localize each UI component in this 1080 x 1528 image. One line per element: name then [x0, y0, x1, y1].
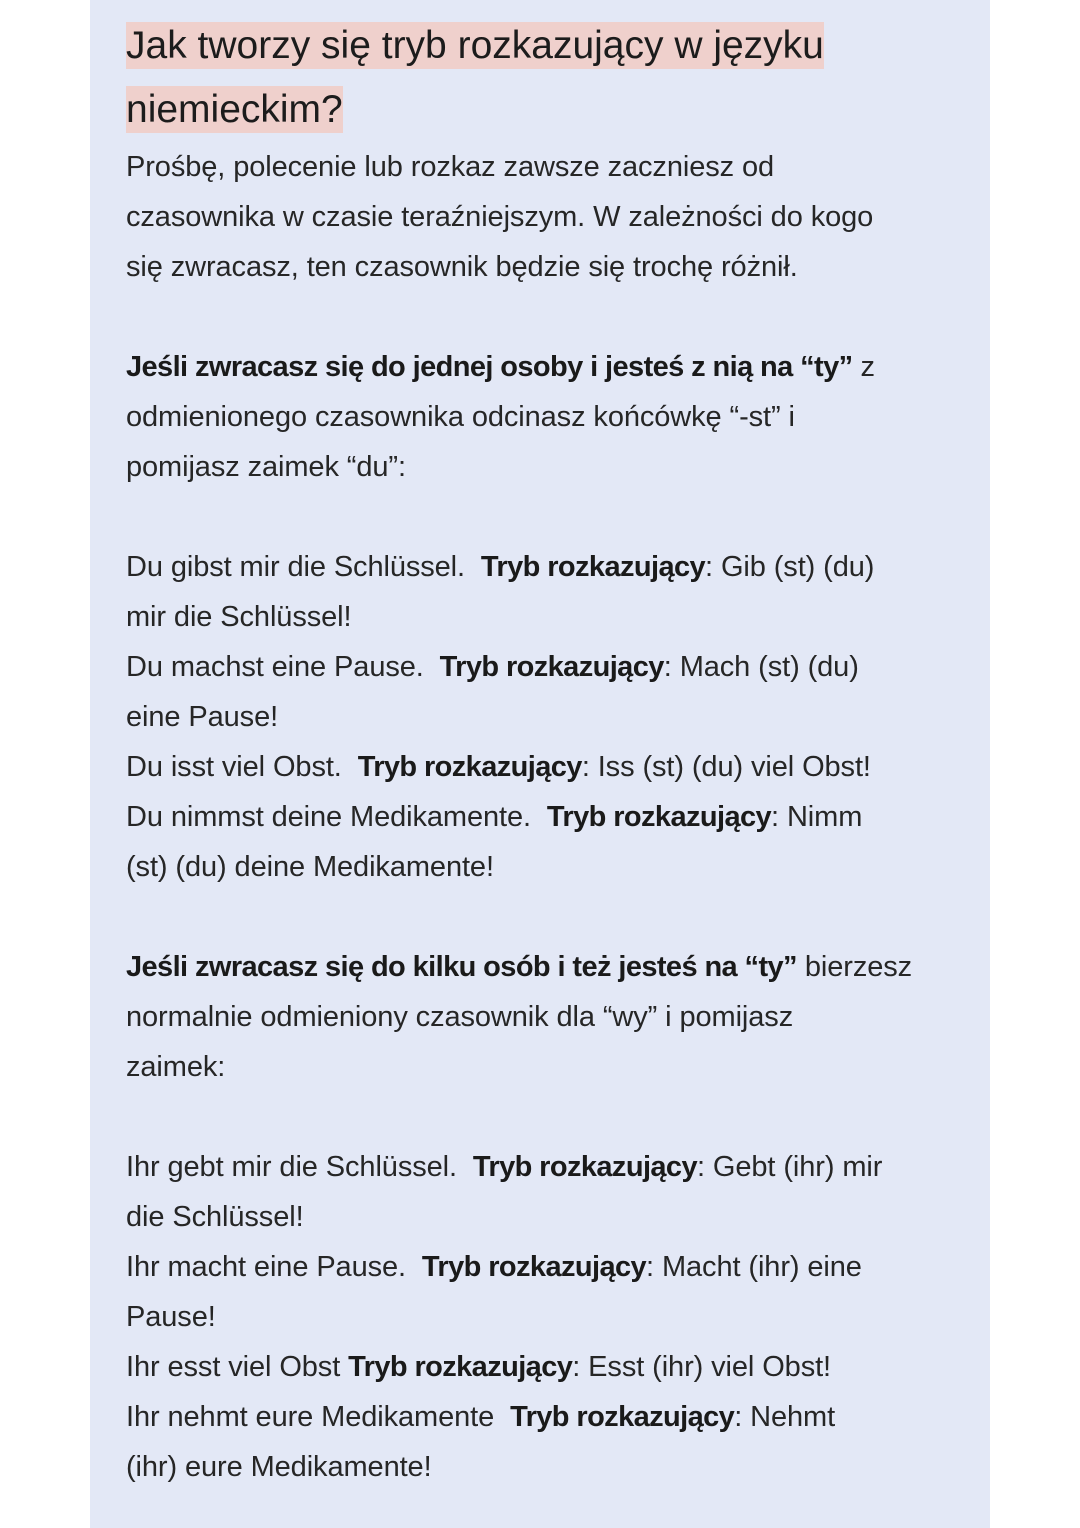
- intro-line-1: Prośbę, polecenie lub rozkaz zawsze zaczniesz od: [126, 151, 775, 183]
- du-example-3-sentence: Du isst viel Obst.: [126, 751, 342, 783]
- ihr-rule-rest: bierzesz: [796, 951, 913, 983]
- ihr-example-3-sentence: Ihr esst viel Obst: [126, 1351, 341, 1383]
- du-rule-line-1: [126, 342, 956, 392]
- du-example-4-sentence: Du nimmst deine Medikamente.: [126, 801, 531, 833]
- du-example-1-label: Tryb rozkazujący: [480, 551, 706, 583]
- du-example-4-label: Tryb rozkazujący: [546, 801, 772, 833]
- page-title: [126, 14, 956, 142]
- ihr-example-3-label: Tryb rozkazujący: [348, 1351, 573, 1383]
- ihr-example-2-sentence: Ihr macht eine Pause.: [126, 1251, 406, 1283]
- title-line-1: Jak tworzy się tryb rozkazujący w języku: [126, 24, 824, 67]
- ihr-example-1-answer: : Gebt (ihr) mir: [697, 1151, 883, 1183]
- du-example-4-line-2: (st) (du) deine Medikamente!: [126, 851, 494, 883]
- du-example-2-answer: : Mach (st) (du): [663, 651, 859, 683]
- ihr-rule-line-3: zaimek:: [126, 1051, 226, 1083]
- ihr-rule-line-2: normalnie odmieniony czasownik dla “wy” i pomijasz: [126, 1001, 794, 1033]
- du-example-4-answer: : Nimm: [771, 801, 863, 833]
- ihr-example-4-sentence: Ihr nehmt eure Medikamente: [126, 1401, 495, 1433]
- ihr-example-1-label: Tryb rozkazujący: [472, 1151, 697, 1183]
- du-rule-bold: Jeśli zwracasz się do jednej osoby i jesteś z nią na “ty”: [126, 351, 853, 383]
- du-example-2-sentence: Du machst eine Pause.: [126, 651, 424, 683]
- ihr-example-2-line-1: [126, 1242, 956, 1292]
- du-rule-line-3: pomijasz zaimek “du”:: [126, 451, 406, 483]
- du-example-4-line-1: [126, 792, 956, 842]
- ihr-example-2-line-2: Pause!: [126, 1301, 216, 1333]
- title-line-2: niemieckim?: [126, 88, 343, 131]
- du-example-3-line-1: [126, 742, 956, 792]
- du-example-1-sentence: Du gibst mir die Schlüssel.: [126, 551, 465, 583]
- ihr-example-3-line-1: [126, 1342, 956, 1392]
- ihr-example-1-sentence: Ihr gebt mir die Schlüssel.: [126, 1151, 457, 1183]
- du-example-2-label: Tryb rozkazujący: [439, 651, 664, 683]
- ihr-example-1-line-1: [126, 1142, 956, 1192]
- ihr-example-3-answer: : Esst (ihr) viel Obst!: [572, 1351, 832, 1383]
- spacer: [126, 292, 956, 342]
- du-example-3-answer: : Iss (st) (du) viel Obst!: [581, 751, 871, 783]
- du-rule-rest: z: [852, 351, 875, 383]
- spacer: [126, 1092, 956, 1142]
- du-rule-line-2: odmienionego czasownika odcinasz końcówkę “-st” i: [126, 401, 795, 433]
- du-example-2-line-1: [126, 642, 956, 692]
- ihr-example-4-answer: : Nehmt: [734, 1401, 836, 1433]
- ihr-example-4-line-2: (ihr) eure Medikamente!: [126, 1451, 432, 1483]
- ihr-example-2-answer: : Macht (ihr) eine: [646, 1251, 862, 1283]
- spacer: [126, 492, 956, 542]
- ihr-example-1-line-2: die Schlüssel!: [126, 1201, 304, 1233]
- du-example-1-answer: : Gib (st) (du): [705, 551, 875, 583]
- du-example-1-line-2: mir die Schlüssel!: [126, 601, 352, 633]
- du-example-1-line-1: [126, 542, 956, 592]
- intro-line-2: czasownika w czasie teraźniejszym. W zależności do kogo: [126, 201, 874, 233]
- ihr-rule-bold: Jeśli zwracasz się do kilku osób i też jesteś na “ty”: [126, 951, 797, 983]
- intro-line-3: się zwracasz, ten czasownik będzie się trochę różnił.: [126, 251, 798, 283]
- ihr-rule-line-1: [126, 942, 956, 992]
- ihr-example-2-label: Tryb rozkazujący: [421, 1251, 647, 1283]
- document-content: [126, 14, 956, 1492]
- du-example-3-label: Tryb rozkazujący: [357, 751, 582, 783]
- ihr-example-4-line-1: [126, 1392, 956, 1442]
- ihr-example-4-label: Tryb rozkazujący: [510, 1401, 735, 1433]
- spacer: [126, 892, 956, 942]
- du-example-2-line-2: eine Pause!: [126, 701, 279, 733]
- document-page: [90, 0, 990, 1528]
